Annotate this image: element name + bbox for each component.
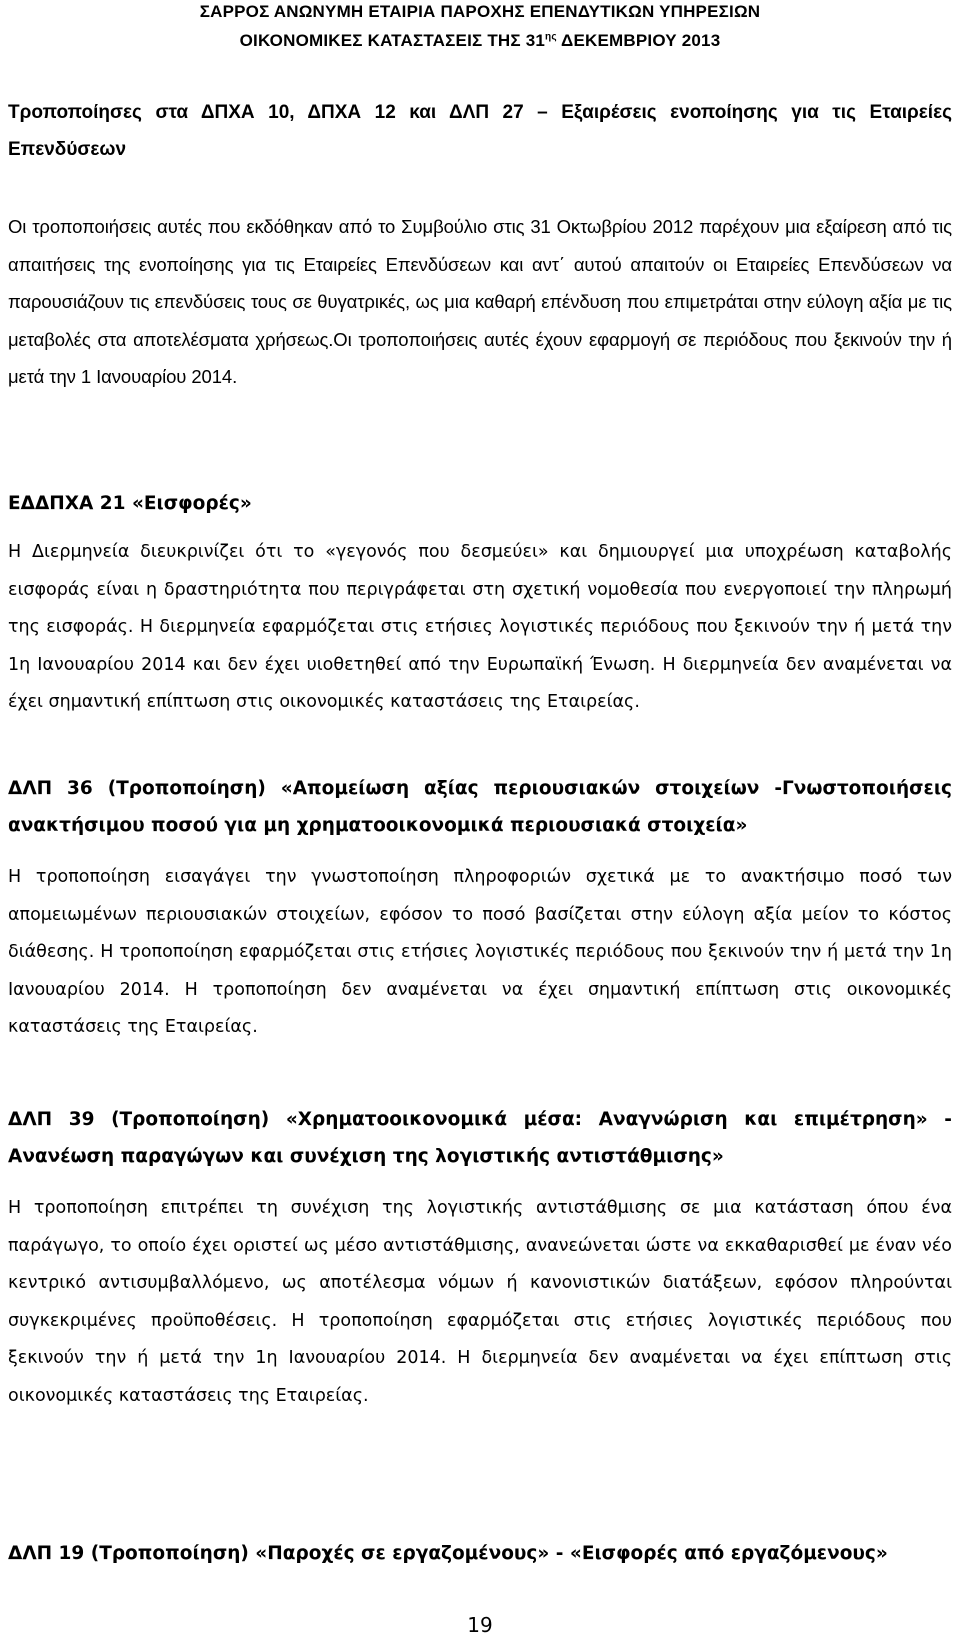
section-title-ias36: ΔΛΠ 36 (Τροποποίηση) «Απομείωση αξίας περιουσιακών στοιχείων -Γνωστοποιήσεις ανακτήσιμου ποσού για μη χρηματοοικονομικά περιουσιακά στοιχεία» [8, 778, 952, 836]
page-number: 19 [467, 1613, 493, 1637]
section-title-ifrs10: Τροποποίησες στα ΔΠΧΑ 10, ΔΠΧΑ 12 και ΔΛΠ 27 – Εξαιρέσεις ενοποίησης για τις Εταιρείες Επενδύσεων [8, 102, 952, 160]
section-body-ias39: Η τροποποίηση επιτρέπει τη συνέχιση της λογιστικής αντιστάθμισης σε μια κατάσταση όπου ένα παράγωγο, το οποίο έχει οριστεί ως μέσο αντιστάθμισης, ανανεώνεται ώστε να εκκαθαρισθεί με έναν νέο κεντρικό αντισυμβαλλόμενο, ως αποτέλεσμα νόμων ή κανονιστικών διατάξεων, εφόσον πληρούνται συγκεκριμένες προϋποθέσεις. Η τροποποίηση εφαρμόζεται στις ετήσιες λογιστικές περιόδους που ξεκινούν την ή μετά την 1η Ιανουαρίου 2014. Η διερμηνεία δεν αναμένεται να έχει επίπτωση στις οικονομικές καταστάσεις της Εταιρείας. [8, 1198, 952, 1406]
section-body-ifric21: Η Διερμηνεία διευκρινίζει ότι το «γεγονός που δεσμεύει» και δημιουργεί μια υποχρέωση καταβολής εισφοράς είναι η δραστηριότητα που περιγράφεται στη σχετική νομοθεσία που ενεργοποιεί την πληρωμή της εισφοράς. Η διερμηνεία εφαρμόζεται στις ετήσιες λογιστικές περιόδους που ξεκινούν την ή μετά την 1η Ιανουαρίου 2014 και δεν έχει υιοθετηθεί από την Ευρωπαϊκή Ένωση. Η διερμηνεία δεν αναμένεται να έχει σημαντική επίπτωση στις οικονομικές καταστάσεις της Εταιρείας. [8, 542, 952, 712]
section-title-ias19: ΔΛΠ 19 (Τροποποίηση) «Παροχές σε εργαζομένους» - «Εισφορές από εργαζόμενους» [8, 1543, 888, 1564]
statements-sup: ης [545, 31, 557, 43]
section-title-ias39: ΔΛΠ 39 (Τροποποίηση) «Χρηματοοικονομικά μέσα: Αναγνώριση και επιμέτρηση» - Ανανέωση παραγώγων και συνέχιση της λογιστικής αντιστάθμισης» [8, 1109, 952, 1167]
statements-prefix: ΟΙΚΟΝΟΜΙΚΕΣ ΚΑΤΑΣΤΑΣΕΙΣ ΤΗΣ 31 [239, 31, 546, 50]
statements-suffix: ΔΕΚΕΜΒΡΙΟΥ 2013 [556, 31, 721, 50]
section-title-ifric21: ΕΔΔΠΧΑ 21 «Εισφορές» [8, 493, 252, 514]
section-body-ifrs10: Οι τροποποιήσεις αυτές που εκδόθηκαν από το Συμβούλιο στις 31 Οκτωβρίου 2012 παρέχουν μια εξαίρεση από τις απαιτήσεις της ενοποίησης για τις Εταιρείες Επενδύσεων και αντ΄ αυτού απαιτούν οι Εταιρείες Επενδύσεων να παρουσιάζουν τις επενδύσεις τους σε θυγατρικές, ως μια καθαρή επένδυση που επιμετράται στην εύλογη αξία με τις μεταβολές στα αποτελέσματα χρήσεως.Οι τροποποιήσεις αυτές έχουν εφαρμογή σε περιόδους που ξεκινούν την ή μετά την 1 Ιανουαρίου 2014. [8, 216, 952, 387]
company-name: ΣΑΡΡΟΣ ΑΝΩΝΥΜΗ ΕΤΑΙΡΙΑ ΠΑΡΟΧΗΣ ΕΠΕΝΔΥΤΙΚΩΝ ΥΠΗΡΕΣΙΩΝ [199, 2, 761, 21]
section-body-ias36: Η τροποποίηση εισαγάγει την γνωστοποίηση πληροφοριών σχετικά με το ανακτήσιμο ποσό των απομειωμένων περιουσιακών στοιχείων, εφόσον το ποσό βασίζεται στην εύλογη αξία μείον το κόστος διάθεσης. Η τροποποίηση εφαρμόζεται στις ετήσιες λογιστικές περιόδους που ξεκινούν την ή μετά την 1η Ιανουαρίου 2014. Η τροποποίηση δεν αναμένεται να έχει σημαντική επίπτωση στις οικονομικές καταστάσεις της Εταιρείας. [8, 867, 952, 1037]
statements-title [0, 31, 960, 51]
